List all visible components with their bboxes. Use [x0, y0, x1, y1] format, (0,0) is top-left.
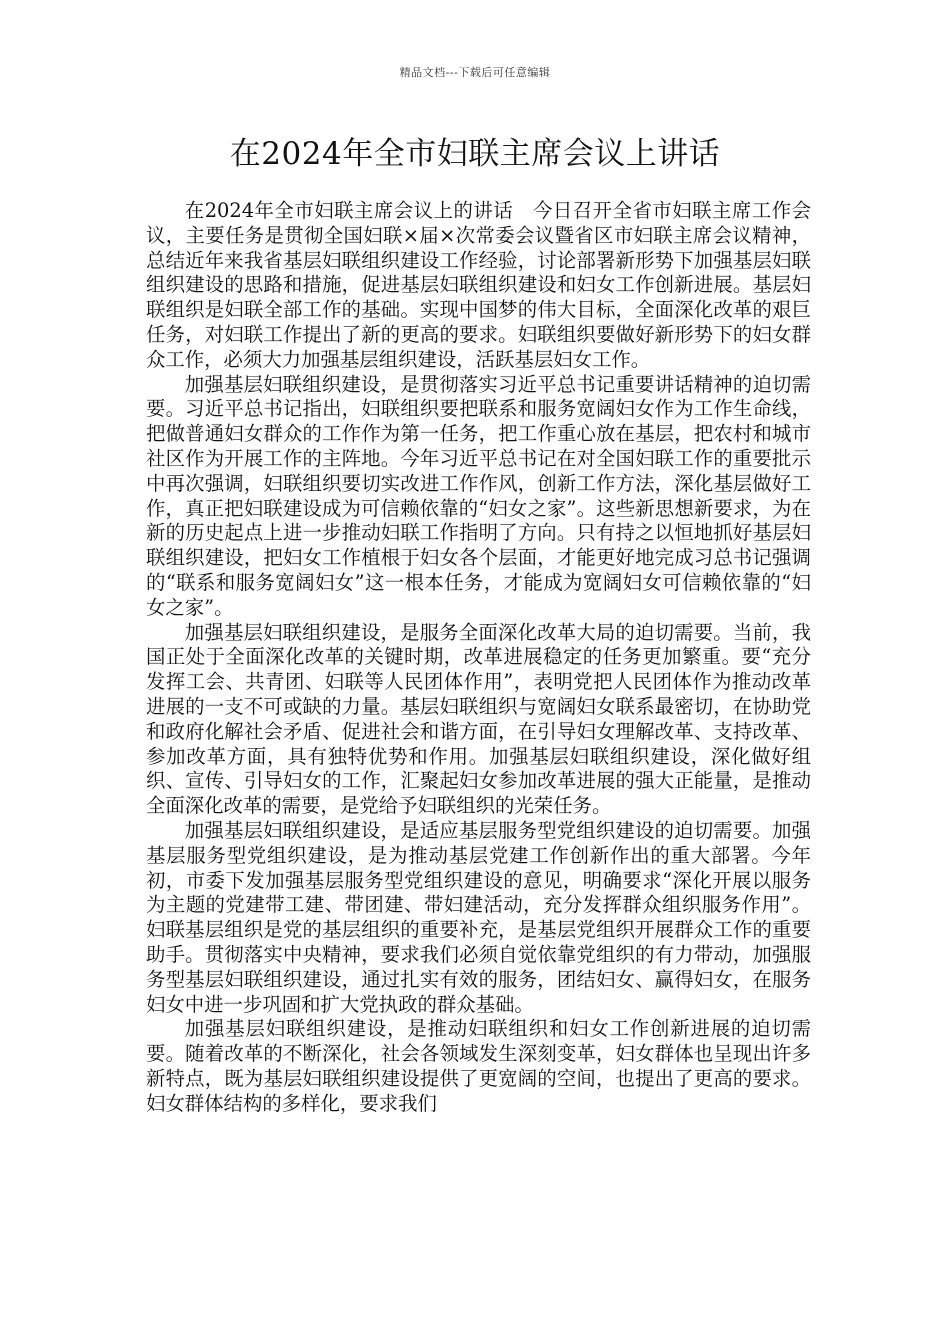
document-body — [146, 199, 811, 1116]
paragraph: 加强基层妇联组织建设，是服务全面深化改革大局的迫切需要。当前，我国正处于全面深化改革的关键时期，改革进展稳定的任务更加繁重。要“充分发挥工会、共青团、妇联等人民团体作用”，表明党把人民团体作为推动改革进展的一支不可或缺的力量。基层妇联组织与宽阔妇女联系最密切，在协助党和政府化解社会矛盾、促进社会和谐方面，在引导妇女理解改革、支持改革、参加改革方面，具有独特优势和作用。加强基层妇联组织建设，深化做好组织、宣传、引导妇女的工作，汇聚起妇女参加改革进展的强大正能量，是推动全面深化改革的需要，是党给予妇联组织的光荣任务。 — [146, 620, 811, 818]
document-title: 在2024年全市妇联主席会议上讲话 — [229, 136, 721, 172]
paragraph: 加强基层妇联组织建设，是贯彻落实习近平总书记重要讲话精神的迫切需要。习近平总书记指出，妇联组织要把联系和服务宽阔妇女作为工作生命线，把做普通妇女群众的工作作为第一任务，把工作重心放在基层，把农村和城市社区作为开展工作的主阵地。今年习近平总书记在对全国妇联工作的重要批示中再次强调，妇联组织要切实改进工作作风，创新工作方法，深化基层做好工作，真正把妇联建设成为可信赖依靠的“妇女之家”。这些新思想新要求，为在新的历史起点上进一步推动妇联工作指明了方向。只有持之以恒地抓好基层妇联组织建设，把妇女工作植根于妇女各个层面，才能更好地完成习总书记强调的“联系和服务宽阔妇女”这一根本任务，才能成为宽阔妇女可信赖依靠的“妇女之家”。 — [146, 372, 811, 619]
paragraph: 在2024年全市妇联主席会议上的讲话 今日召开全省市妇联主席工作会议，主要任务是贯彻全国妇联×届×次常委会议暨省区市妇联主席会议精神，总结近年来我省基层妇联组织建设工作经验，讨论部署新形势下加强基层妇联组织建设的思路和措施，促进基层妇联组织建设和妇女工作创新进展。基层妇联组织是妇联全部工作的基础。实现中国梦的伟大目标，全面深化改革的艰巨任务，对妇联工作提出了新的更高的要求。妇联组织要做好新形势下的妇女群众工作，必须大力加强基层组织建设，活跃基层妇女工作。 — [146, 199, 811, 371]
paragraph: 加强基层妇联组织建设，是推动妇联组织和妇女工作创新进展的迫切需要。随着改革的不断深化，社会各领域发生深刻变革，妇女群体也呈现出许多新特点，既为基层妇联组织建设提供了更宽阔的空间，也提出了更高的要求。妇女群体结构的多样化，要求我们 — [146, 1017, 811, 1115]
page-header: 精品文档---下载后可任意编辑 — [399, 66, 551, 79]
paragraph: 加强基层妇联组织建设，是适应基层服务型党组织建设的迫切需要。加强基层服务型党组织建设，是为推动基层党建工作创新作出的重大部署。今年初，市委下发加强基层服务型党组织建设的意见，明确要求“深化开展以服务为主题的党建带工建、带团建、带妇建活动，充分发挥群众组织服务作用”。妇联基层组织是党的基层组织的重要补充，是基层党组织开展群众工作的重要助手。贯彻落实中央精神，要求我们必须自觉依靠党组织的有力带动，加强服务型基层妇联组织建设，通过扎实有效的服务，团结妇女、赢得妇女，在服务妇女中进一步巩固和扩大党执政的群众基础。 — [146, 818, 811, 1016]
